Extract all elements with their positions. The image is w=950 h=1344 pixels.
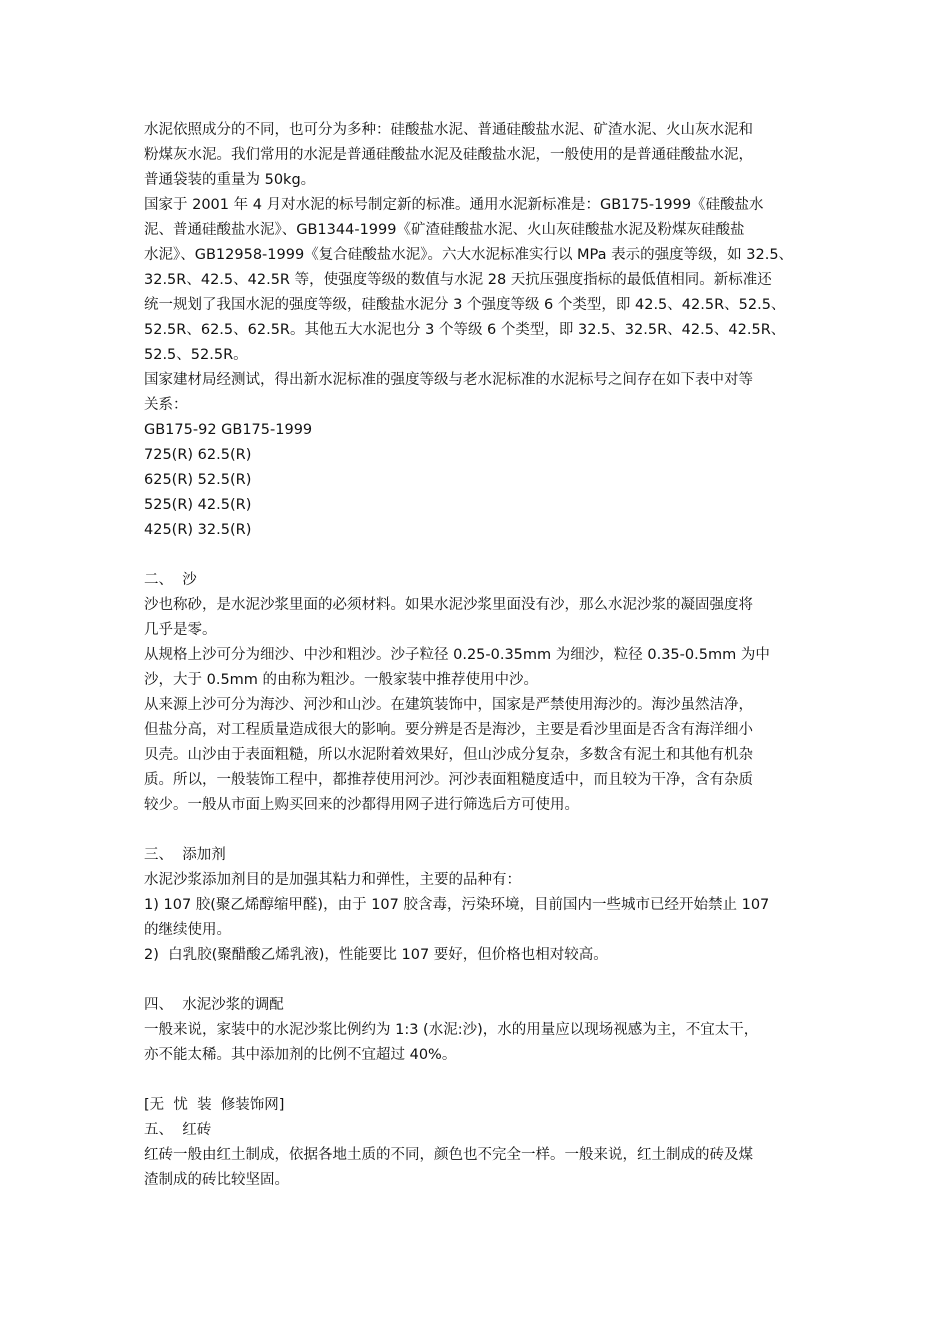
text-line: 从来源上沙可分为海沙、河沙和山沙。在建筑装饰中，国家是严禁使用海沙的。海沙虽然洁净， (144, 697, 753, 713)
text-line: 625(R) 52.5(R) (144, 472, 252, 488)
text-line: 从规格上沙可分为细沙、中沙和粗沙。沙子粒径 0.25-0.35mm 为细沙，粒径 0.35-0.5mm 为中 (144, 647, 770, 663)
text-line: 统一规划了我国水泥的强度等级，硅酸盐水泥分 3 个强度等级 6 个类型，即 42.5、42.5R、52.5、 (144, 297, 786, 313)
text-line: GB175-92 GB175-1999 (144, 422, 313, 438)
text-line: 52.5、52.5R。 (144, 347, 248, 363)
text-line: [无 忧 装 修装饰网] (144, 1097, 285, 1113)
text-line: 关系： (144, 397, 188, 413)
text-line: 水泥》、GB12958-1999《复合硅酸盐水泥》。六大水泥标准实行以 MPa 表示的强度等级，如 32.5、 (144, 247, 794, 263)
text-line: 一般来说，家装中的水泥沙浆比例约为 1:3 (水泥:沙)，水的用量应以现场视感为主，不宜太干， (144, 1022, 759, 1038)
text-line: 四、 水泥沙浆的调配 (144, 997, 284, 1013)
text-line: 725(R) 62.5(R) (144, 447, 252, 463)
text-line: 红砖一般由红土制成，依据各地土质的不同，颜色也不完全一样。一般来说，红土制成的砖及煤 (144, 1147, 753, 1163)
text-line: 较少。一般从市面上购买回来的沙都得用网子进行筛选后方可使用。 (144, 797, 579, 813)
text-line: 普通袋装的重量为 50kg。 (144, 172, 316, 188)
text-line: 沙，大于 0.5mm 的由称为粗沙。一般家装中推荐使用中沙。 (144, 672, 539, 688)
text-line: 1) 107 胶(聚乙烯醇缩甲醛)，由于 107 胶含毒，污染环境，目前国内一些城市已经开始禁止 107 (144, 897, 770, 913)
text-line: 几乎是零。 (144, 622, 217, 638)
text-line: 渣制成的砖比较坚固。 (144, 1172, 289, 1188)
text-line: 三、 添加剂 (144, 847, 226, 863)
blank-line (144, 1068, 814, 1093)
text-line: 水泥沙浆添加剂目的是加强其粘力和弹性，主要的品种有： (144, 872, 521, 888)
text-line: 2) 白乳胶(聚醋酸乙烯乳液)，性能要比 107 要好，但价格也相对较高。 (144, 947, 608, 963)
text-line: 泥、普通硅酸盐水泥》、GB1344-1999《矿渣硅酸盐水泥、火山灰硅酸盐水泥及粉煤灰硅酸盐 (144, 222, 745, 238)
text-line: 525(R) 42.5(R) (144, 497, 252, 513)
text-line: 425(R) 32.5(R) (144, 522, 252, 538)
text-line: 沙也称砂，是水泥沙浆里面的必须材料。如果水泥沙浆里面没有沙，那么水泥沙浆的凝固强度将 (144, 597, 753, 613)
text-line: 国家于 2001 年 4 月对水泥的标号制定新的标准。通用水泥新标准是：GB175-1999《硅酸盐水 (144, 197, 764, 213)
text-line: 贝壳。山沙由于表面粗糙，所以水泥附着效果好，但山沙成分复杂，多数含有泥土和其他有机杂 (144, 747, 753, 763)
text-line: 粉煤灰水泥。我们常用的水泥是普通硅酸盐水泥及硅酸盐水泥，一般使用的是普通硅酸盐水泥， (144, 147, 753, 163)
document-body (144, 118, 814, 1193)
blank-line (144, 543, 814, 568)
text-line: 质。所以，一般装饰工程中，都推荐使用河沙。河沙表面粗糙度适中，而且较为干净，含有杂质 (144, 772, 753, 788)
blank-line (144, 818, 814, 843)
text-line: 国家建材局经测试，得出新水泥标准的强度等级与老水泥标准的水泥标号之间存在如下表中对等 (144, 372, 753, 388)
text-line: 但盐分高，对工程质量造成很大的影响。要分辨是否是海沙，主要是看沙里面是否含有海洋细小 (144, 722, 753, 738)
text-line: 水泥依照成分的不同，也可分为多种：硅酸盐水泥、普通硅酸盐水泥、矿渣水泥、火山灰水泥和 (144, 122, 753, 138)
text-line: 五、 红砖 (144, 1122, 212, 1138)
blank-line (144, 968, 814, 993)
text-line: 二、 沙 (144, 572, 197, 588)
text-line: 52.5R、62.5、62.5R。其他五大水泥也分 3 个等级 6 个类型，即 32.5、32.5R、42.5、42.5R、 (144, 322, 786, 338)
text-line: 的继续使用。 (144, 922, 231, 938)
text-line: 32.5R、42.5、42.5R 等，使强度等级的数值与水泥 28 天抗压强度指标的最低值相同。新标准还 (144, 272, 772, 288)
text-line: 亦不能太稀。其中添加剂的比例不宜超过 40%。 (144, 1047, 457, 1063)
